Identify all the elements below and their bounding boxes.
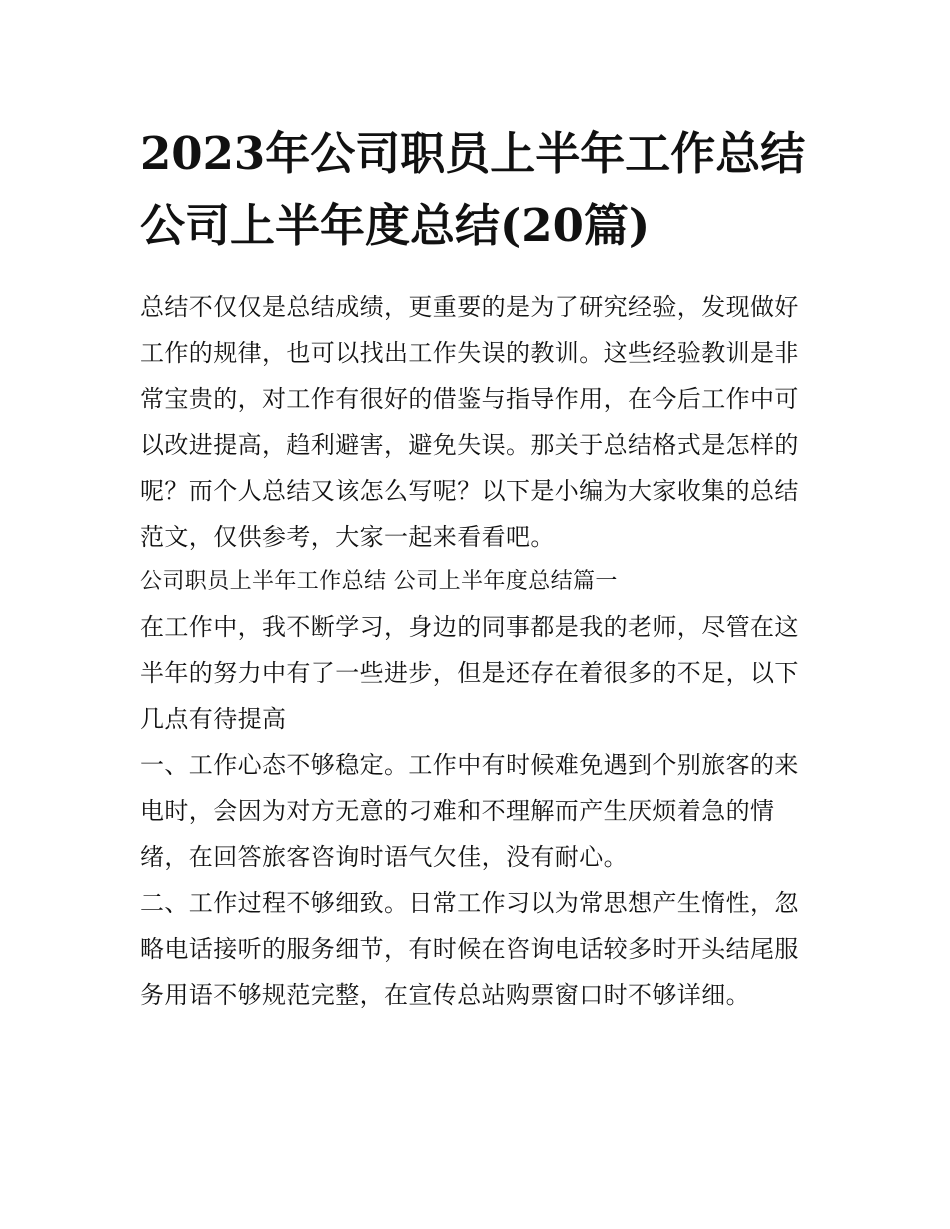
body-paragraph: 在工作中，我不断学习，身边的同事都是我的老师，尽管在这半年的努力中有了一些进步，但是还存在着很多的不足，以下几点有待提高 bbox=[140, 613, 799, 733]
document-body bbox=[140, 118, 815, 1018]
section-heading: 公司职员上半年工作总结 公司上半年度总结篇一 bbox=[140, 569, 618, 594]
document-title: 2023年公司职员上半年工作总结 公司上半年度总结(20篇) bbox=[140, 127, 806, 252]
point-two-paragraph: 二、工作过程不够细致。日常工作习以为常思想产生惰性，忽略电话接听的服务细节，有时候在咨询电话较多时开头结尾服务用语不够规范完整，在宣传总站购票窗口时不够详细。 bbox=[140, 889, 799, 1009]
intro-paragraph: 总结不仅仅是总结成绩，更重要的是为了研究经验，发现做好工作的规律，也可以找出工作失误的教训。这些经验教训是非常宝贵的，对工作有很好的借鉴与指导作用，在今后工作中可以改进提高，趋利避害，避免失误。那关于总结格式是怎样的呢？而个人总结又该怎么写呢？以下是小编为大家收集的总结范文，仅供参考，大家一起来看看吧。 bbox=[140, 293, 799, 551]
point-one-paragraph: 一、工作心态不够稳定。工作中有时候难免遇到个别旅客的来电时，会因为对方无意的刁难和不理解而产生厌烦着急的情绪，在回答旅客咨询时语气欠佳，没有耐心。 bbox=[140, 751, 799, 871]
